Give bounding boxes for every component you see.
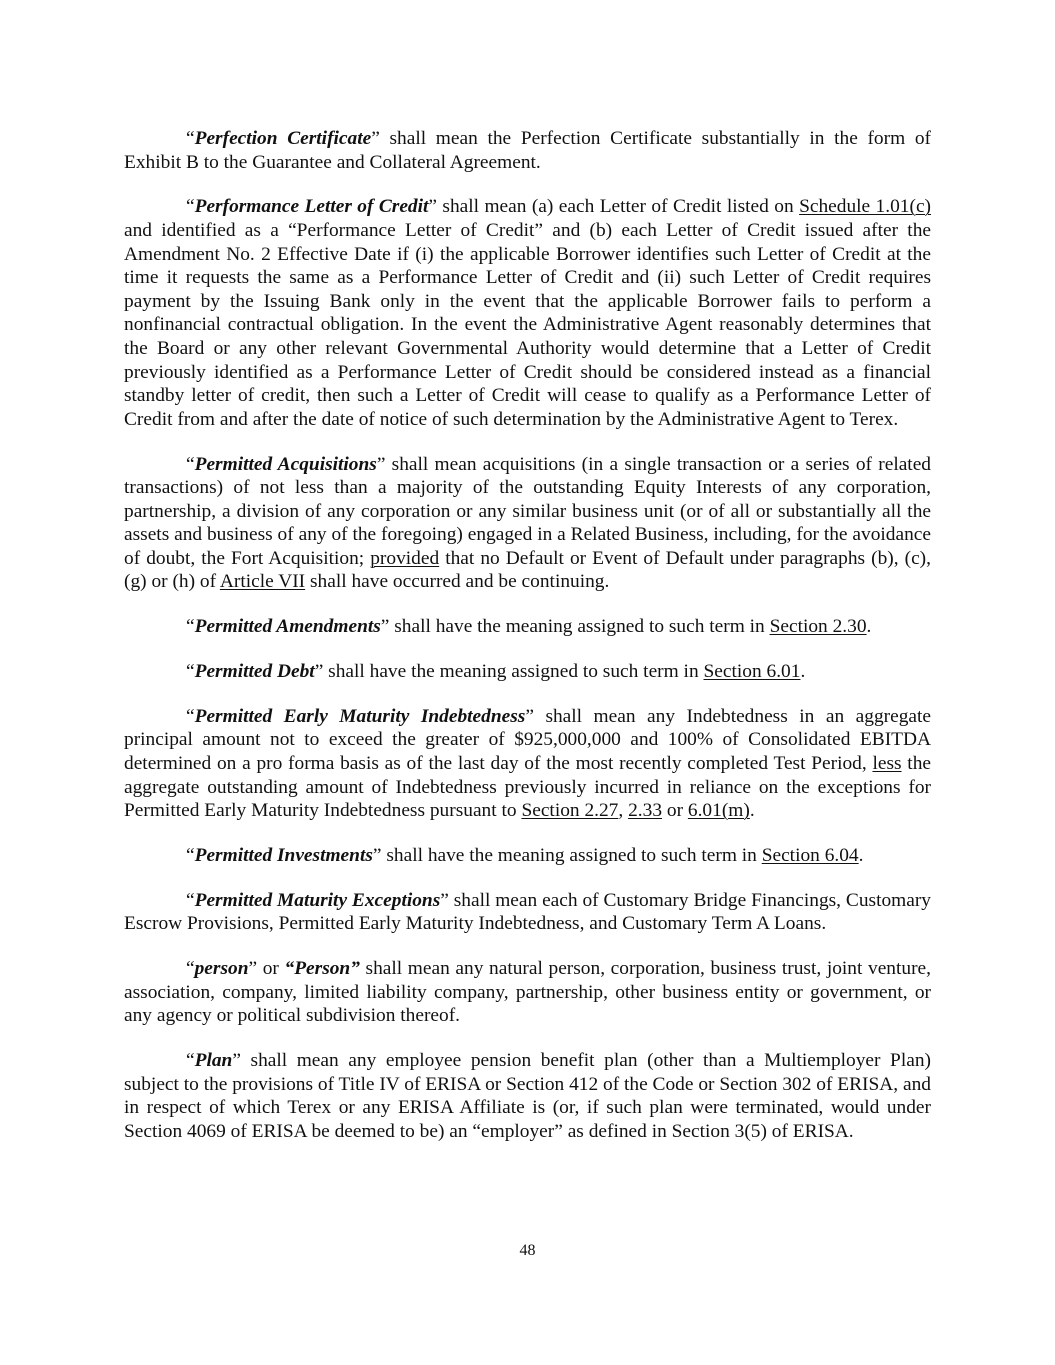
definition-text: “ [186,128,195,149]
definition-text: ” shall mean any Indebtedness in an aggregate principal amount not to exceed the greater of $925,000,000 and 100% of Consolidated EBITDA determined on a pro forma basis as of the last day of the most recently completed Test Period, [124,705,931,774]
cross-reference: provided [370,547,440,569]
definition-permitted-debt [124,660,931,684]
definition-text: “ [186,958,195,980]
document-page [124,127,931,1165]
definition-text: ” shall mean any employee pension benefit plan (other than a Multiemployer Plan) subject to the provisions of Title IV of ERISA or Section 412 of the Code or Section 302 of ERISA, and in respect of which Terex or any ERISA Affiliate is (or, if such plan were terminated, would under Section 4069 of ERISA be deemed to be) an “employer” as defined in Section 3(5) of ERISA. [124,1050,931,1142]
defined-term: Performance Letter of Credit [194,196,429,218]
cross-reference: Section 6.04 [761,844,859,866]
definition-text: the aggregate outstanding amount of Indebtedness previously incurred in reliance on the exceptions for Permitted Early Maturity Indebtedness pursuant to [124,753,932,822]
definition-text: ” shall have the meaning assigned to such term in [314,661,704,683]
cross-reference: Article VII [219,571,306,593]
cross-reference: 2.33 [628,800,663,822]
definition-text: ” shall mean each of Customary Bridge Financings, Customary Escrow Provisions, Permitted Early Maturity Indebtedness, and Customary Term A Loans. [124,889,931,935]
definition-permitted-maturity-exceptions [124,889,931,936]
definition-text: shall have occurred and be continuing. [305,571,610,593]
definition-text: ” shall have the meaning assigned to such term in [380,616,770,638]
definition-text: ” shall mean the Perfection Certificate substantially in the form of Exhibit B to the Guarantee and Collateral Agreement. [124,128,931,173]
definition-text: that no Default or Event of Default under paragraphs (b), (c), (g) or (h) of [124,547,931,593]
definition-permitted-amendments [124,615,931,639]
definitions-list [124,127,931,1143]
defined-term: Permitted Early Maturity Indebtedness [194,705,526,727]
cross-reference: Section 6.01 [703,661,801,683]
defined-term: Plan [194,1050,233,1072]
definition-text: “ [186,844,195,866]
definition-text: “ [186,889,195,911]
defined-term: Permitted Amendments [194,616,381,638]
definition-person [124,957,931,1028]
definition-text: “ [186,196,195,218]
definition-text: , [618,800,629,822]
definition-text: . [866,616,872,638]
definition-permitted-acquisitions [124,453,931,595]
definition-text: ” or [248,958,285,980]
page-number: 48 [519,1242,536,1259]
defined-term: Permitted Acquisitions [194,453,377,475]
definition-text: “ [186,453,195,475]
defined-term: person [194,958,249,980]
definition-text: or [662,800,688,822]
definition-plan [124,1049,931,1143]
definition-text: “ [186,705,195,727]
definition-permitted-early-maturity-indebtedness [124,705,931,823]
defined-term: Permitted Maturity Exceptions [194,889,441,911]
definition-text: . [749,800,755,822]
defined-term: Perfection Certificate [194,128,372,149]
definition-text: “ [186,616,195,638]
cross-reference: Schedule 1.01(c) [799,196,932,218]
defined-term: “Person” [284,958,360,980]
definition-performance-letter-of-credit [124,195,931,431]
definition-text: “ [186,661,195,683]
definition-text: “ [186,1050,195,1072]
definition-text: and identified as a “Performance Letter of Credit” and (b) each Letter of Credit issued after the Amendment No. 2 Effective Date if (i) the applicable Borrower identifies such Letter of Credit at the time it requests the same as a Performance Letter of Credit and (ii) such Letter of Credit requires payment by the Issuing Bank only in the event that the applicable Borrower fails to perform a nonfinancial contractual obligation. In the event the Administrative Agent reasonably determines that the Board or any other relevant Governmental Authority would determine that a Letter of Credit previously identified as a Performance Letter of Credit should be considered instead as a financial standby letter of credit, then such a Letter of Credit will cease to qualify as a Performance Letter of Credit from and after the date of notice of such determination by the Administrative Agent to Terex. [124,219,931,430]
definition-perfection-certificate [124,127,931,174]
definition-text: . [800,661,806,683]
definition-text: . [858,844,864,866]
definition-text: shall mean any natural person, corporation, business trust, joint venture, association, company, limited liability company, partnership, other business entity or government, or any agency or political subdivision thereof. [124,958,931,1027]
definition-permitted-investments [124,844,931,868]
definition-text: ” shall have the meaning assigned to such term in [372,844,762,866]
cross-reference: 6.01(m) [687,800,750,822]
cross-reference: Section 2.27 [521,800,619,822]
defined-term: Permitted Debt [194,661,315,683]
cross-reference: less [872,753,902,774]
definition-text: ” shall mean acquisitions (in a single transaction or a series of related transactions) of not less than a majority of the outstanding Equity Interests of any corporation, partnership, a division of any corporation or any similar business unit (or of all or substantially all the assets and business of any of the foregoing) engaged in a Related Business, including, for the avoidance of doubt, the Fort Acquisition; [124,453,932,569]
defined-term: Permitted Investments [194,844,373,866]
cross-reference: Section 2.30 [769,616,867,638]
definition-text: ” shall mean (a) each Letter of Credit listed on [428,196,800,218]
